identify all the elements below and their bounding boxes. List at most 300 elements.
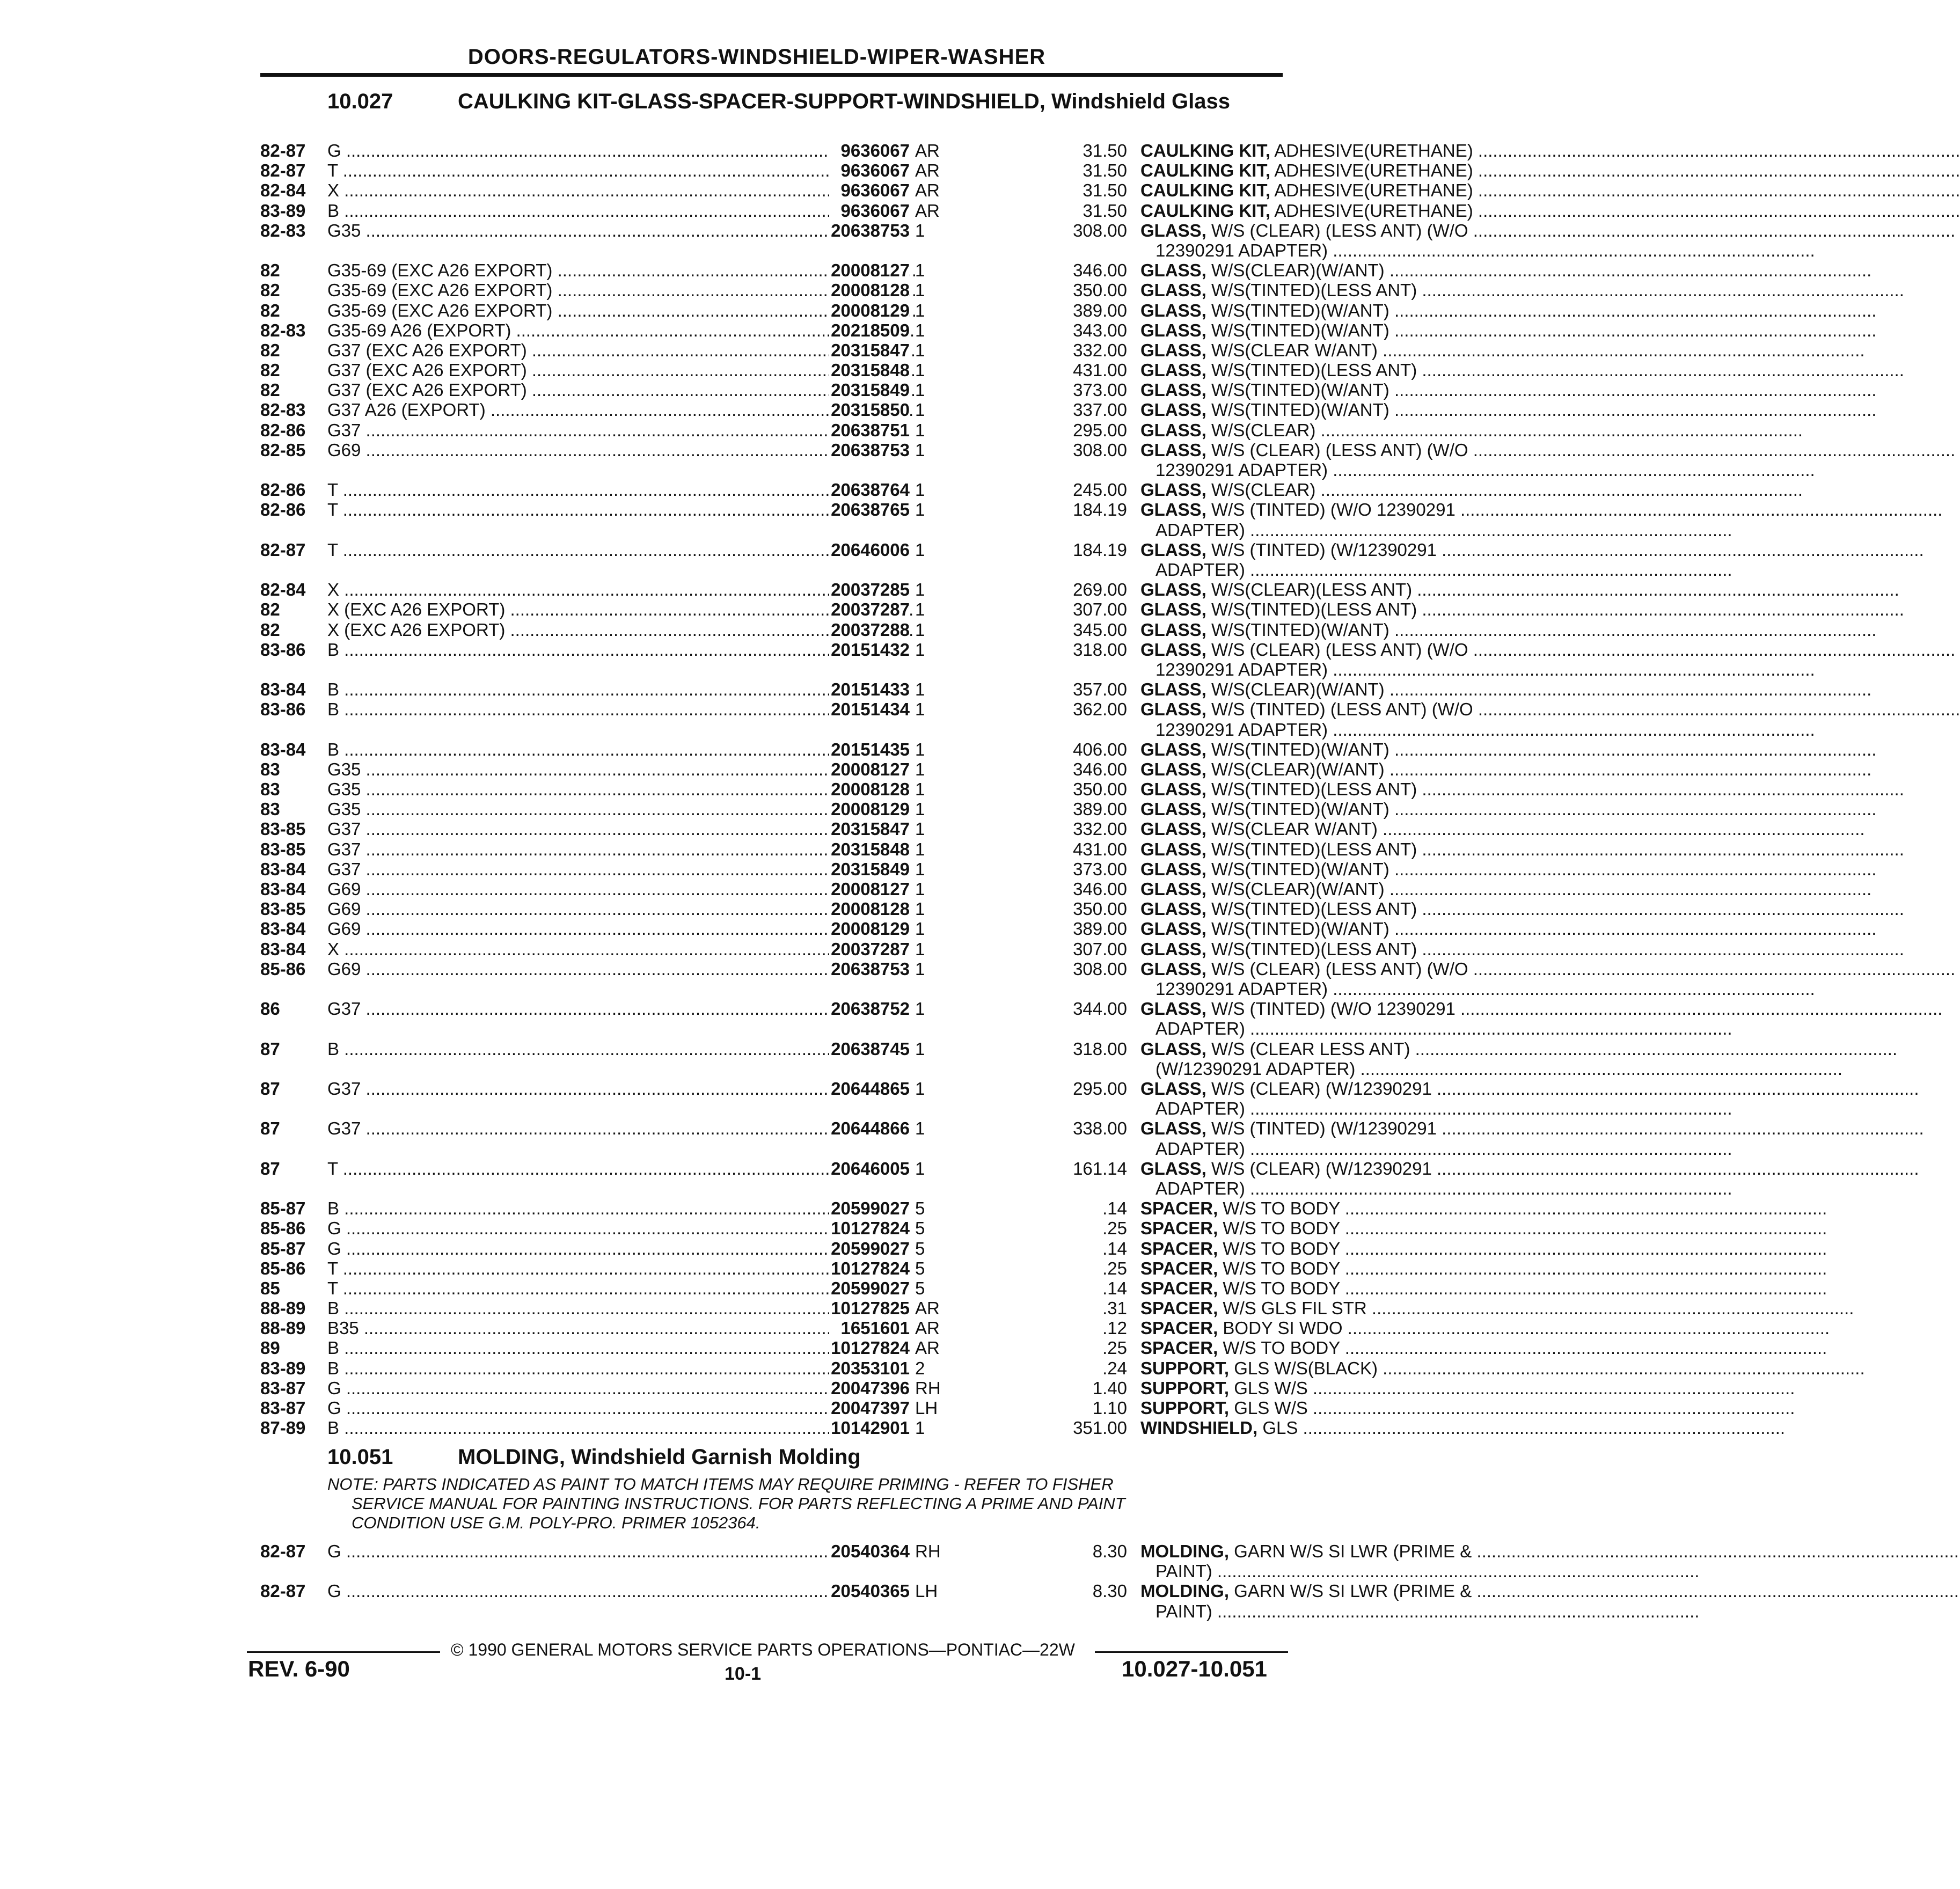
description: [1140, 420, 1540, 440]
model-code: G .....: [327, 1239, 899, 1258]
model-code: G37 .....: [327, 859, 899, 879]
model-code: G37 A26 (EXPORT) .....: [327, 400, 899, 420]
quantity: 1: [915, 1159, 953, 1178]
description-continuation: 12390291 ADAPTER) .....: [1155, 660, 1540, 679]
quantity: 1: [915, 959, 953, 979]
model-code: G37 .....: [327, 420, 899, 440]
quantity: LH: [915, 1398, 953, 1418]
description: [1140, 1258, 1540, 1278]
table-row: [260, 1358, 1378, 1378]
description-keyword: GLASS,: [1140, 739, 1206, 759]
description-keyword: MOLDING,: [1140, 1581, 1229, 1601]
description-text: W/S(TINTED)(W/ANT): [1206, 380, 1389, 400]
description-text: W/S (CLEAR) (LESS ANT) (W/O: [1206, 639, 1468, 660]
description: [1140, 1198, 1540, 1218]
year-range: 83-86: [260, 639, 306, 660]
description-text: W/S(TINTED)(W/ANT): [1206, 619, 1389, 640]
description-continuation: ADAPTER) .....: [1155, 1178, 1540, 1198]
price: 373.00: [953, 859, 1127, 879]
year-range: 87: [260, 1078, 280, 1099]
table-row: [260, 500, 1456, 540]
description-keyword: GLASS,: [1140, 619, 1206, 640]
price: .25: [953, 1258, 1127, 1278]
quantity: AR: [915, 141, 953, 160]
price: 295.00: [953, 420, 1127, 440]
part-number: 20315850: [829, 400, 910, 420]
year-range: 83-87: [260, 1378, 306, 1398]
description-text: GLS W/S(BLACK): [1229, 1358, 1378, 1378]
description-text: W/S(TINTED)(W/ANT): [1206, 799, 1389, 819]
part-number: 9636067: [829, 141, 910, 160]
part-number: 1651601: [829, 1318, 910, 1338]
description-text: W/S(CLEAR)(W/ANT): [1206, 260, 1385, 281]
description-text: W/S TO BODY: [1218, 1278, 1340, 1298]
page-number: 10-1: [725, 1664, 762, 1684]
quantity: 1: [915, 759, 953, 779]
description-keyword: GLASS,: [1140, 639, 1206, 660]
quantity: 5: [915, 1218, 953, 1238]
model-code: G37 (EXC A26 EXPORT) .....: [327, 340, 899, 360]
description: [1140, 440, 1540, 460]
quantity: 1: [915, 280, 953, 300]
model-code: G35-69 A26 (EXPORT) .....: [327, 320, 899, 340]
year-range: 83-85: [260, 819, 306, 839]
price: 362.00: [953, 699, 1127, 719]
description-keyword: SPACER,: [1140, 1238, 1218, 1258]
description-text: W/S(CLEAR)(W/ANT): [1206, 759, 1385, 779]
description: [1140, 280, 1540, 300]
description: [1140, 599, 1540, 619]
description-keyword: SUPPORT,: [1140, 1358, 1230, 1378]
description-continuation: 12390291 ADAPTER) .....: [1155, 460, 1540, 480]
description: [1140, 201, 1540, 221]
price: 31.50: [953, 180, 1127, 200]
description: [1140, 360, 1540, 380]
year-range: 82-83: [260, 400, 306, 420]
year-range: 83: [260, 779, 280, 800]
year-range: 83-84: [260, 939, 306, 959]
price: 373.00: [953, 380, 1127, 400]
year-range: 88-89: [260, 1318, 306, 1338]
part-number: 10127825: [829, 1298, 910, 1318]
description-keyword: GLASS,: [1140, 539, 1206, 560]
description-text: W/S GLS FIL STR: [1218, 1298, 1367, 1319]
description-text: W/S (TINTED) (W/O 12390291: [1206, 999, 1456, 1019]
table-row: [260, 320, 1389, 340]
part-number: 20037285: [829, 580, 910, 599]
price: 245.00: [953, 480, 1127, 500]
quantity: 1: [915, 380, 953, 400]
description-text: W/S TO BODY: [1218, 1238, 1340, 1258]
year-range: 82: [260, 360, 280, 380]
description-text: W/S(CLEAR W/ANT): [1206, 819, 1378, 839]
quantity: 1: [915, 699, 953, 719]
description: [1140, 699, 1540, 719]
description-keyword: CAULKING KIT,: [1140, 180, 1270, 201]
price: 343.00: [953, 320, 1127, 340]
description-text: W/S(CLEAR): [1206, 480, 1316, 500]
part-number: 20638753: [829, 959, 910, 979]
model-code: T .....: [327, 1258, 899, 1278]
price: 308.00: [953, 959, 1127, 979]
price: 8.30: [953, 1541, 1127, 1561]
part-number: 10142901: [829, 1418, 910, 1438]
description-text: W/S(TINTED)(W/ANT): [1206, 739, 1389, 759]
model-code: T .....: [327, 540, 899, 560]
description-keyword: GLASS,: [1140, 440, 1206, 460]
description: [1140, 141, 1540, 160]
price: 307.00: [953, 939, 1127, 959]
table-row: [260, 1258, 1340, 1278]
part-number: 20008129: [829, 799, 910, 819]
quantity: 1: [915, 1079, 953, 1099]
header-rule: [260, 73, 1283, 77]
price: 318.00: [953, 1039, 1127, 1059]
table-row: [260, 599, 1417, 620]
description: [1140, 899, 1540, 919]
description: [1140, 540, 1540, 560]
part-number: 20540365: [829, 1581, 910, 1601]
table-row: [260, 1378, 1308, 1398]
quantity: 1: [915, 221, 953, 240]
model-code: G37 .....: [327, 999, 899, 1019]
model-code: B .....: [327, 1358, 899, 1378]
description-keyword: GLASS,: [1140, 899, 1206, 919]
table-row: [260, 699, 1473, 740]
description: [1140, 320, 1540, 340]
price: 1.10: [953, 1398, 1127, 1418]
model-code: B .....: [327, 679, 899, 699]
quantity: 1: [915, 260, 953, 280]
description-keyword: CAULKING KIT,: [1140, 141, 1270, 160]
description-keyword: GLASS,: [1140, 220, 1206, 240]
description-text: W/S (CLEAR) (LESS ANT) (W/O: [1206, 958, 1468, 979]
year-range: 82-84: [260, 180, 306, 201]
price: 389.00: [953, 799, 1127, 819]
part-number: 9636067: [829, 201, 910, 221]
part-number: 20151432: [829, 640, 910, 660]
table-row: [260, 819, 1378, 839]
quantity: 5: [915, 1258, 953, 1278]
table-row: [260, 200, 1473, 221]
model-code: G .....: [327, 1218, 899, 1238]
part-number: 20599027: [829, 1198, 910, 1218]
description-text: W/S TO BODY: [1218, 1338, 1340, 1358]
year-range: 86: [260, 999, 280, 1019]
year-range: 82-84: [260, 580, 306, 600]
model-code: X .....: [327, 180, 899, 200]
parts-table: [260, 141, 1473, 1438]
description-text: W/S TO BODY: [1218, 1198, 1340, 1219]
description-keyword: GLASS,: [1140, 280, 1206, 301]
model-code: G35-69 (EXC A26 EXPORT) .....: [327, 260, 899, 280]
model-code: G35 .....: [327, 221, 899, 240]
section-number: 10.051: [327, 1445, 393, 1469]
price: 350.00: [953, 899, 1127, 919]
part-number: 20599027: [829, 1239, 910, 1258]
table-row: [260, 1198, 1340, 1219]
quantity: 1: [915, 540, 953, 560]
year-range: 83-86: [260, 699, 306, 720]
price: 346.00: [953, 879, 1127, 899]
year-range: 85-86: [260, 958, 306, 979]
model-code: B .....: [327, 1039, 899, 1059]
table-row: [260, 1398, 1308, 1418]
price: .12: [953, 1318, 1127, 1338]
model-code: G35 .....: [327, 759, 899, 779]
price: 346.00: [953, 260, 1127, 280]
year-range: 82-85: [260, 440, 306, 460]
description: [1140, 160, 1540, 180]
description: [1140, 999, 1540, 1019]
description-keyword: GLASS,: [1140, 919, 1206, 939]
description-text: W/S(TINTED)(W/ANT): [1206, 300, 1389, 320]
part-number: 20047397: [829, 1398, 910, 1418]
year-range: 83-85: [260, 839, 306, 859]
table-row: [260, 1218, 1340, 1239]
description-text: W/S(TINTED)(LESS ANT): [1206, 839, 1417, 859]
table-row: [260, 1581, 1472, 1621]
description-keyword: GLASS,: [1140, 999, 1206, 1019]
part-number: 20008128: [829, 899, 910, 919]
description-keyword: GLASS,: [1140, 300, 1206, 320]
description-text: W/S(TINTED)(W/ANT): [1206, 320, 1389, 340]
year-range: 88-89: [260, 1298, 306, 1319]
part-number: 20638752: [829, 999, 910, 1019]
year-range: 89: [260, 1338, 280, 1358]
part-number: 20638745: [829, 1039, 910, 1059]
quantity: RH: [915, 1378, 953, 1398]
year-range: 82: [260, 280, 280, 301]
description-text: GLS W/S: [1229, 1378, 1308, 1398]
model-code: X .....: [327, 939, 899, 959]
description-keyword: SPACER,: [1140, 1338, 1218, 1358]
table-row: [260, 539, 1437, 580]
model-code: G .....: [327, 1581, 899, 1601]
description: [1140, 1079, 1540, 1099]
description-keyword: GLASS,: [1140, 580, 1206, 600]
price: .14: [953, 1198, 1127, 1218]
table-row: [260, 260, 1385, 281]
model-code: G35 .....: [327, 779, 899, 799]
table-row: [260, 180, 1473, 201]
description-keyword: GLASS,: [1140, 879, 1206, 899]
year-range: 82-86: [260, 480, 306, 500]
description: [1140, 1378, 1540, 1398]
year-range: 82: [260, 300, 280, 320]
part-number: 20037287: [829, 939, 910, 959]
quantity: AR: [915, 1338, 953, 1358]
quantity: 1: [915, 679, 953, 699]
description-text: W/S(TINTED)(LESS ANT): [1206, 899, 1417, 919]
quantity: 1: [915, 580, 953, 599]
description-keyword: GLASS,: [1140, 958, 1206, 979]
description-text: GARN W/S SI LWR (PRIME &: [1228, 1541, 1472, 1561]
table-row: [260, 619, 1389, 640]
year-range: 83-84: [260, 919, 306, 939]
quantity: AR: [915, 180, 953, 200]
year-range: 87: [260, 1158, 280, 1178]
description: [1140, 1239, 1540, 1258]
price: 308.00: [953, 221, 1127, 240]
part-number: 10127824: [829, 1338, 910, 1358]
part-number: 20315848: [829, 360, 910, 380]
table-row: [260, 580, 1413, 600]
model-code: B .....: [327, 740, 899, 759]
part-number: 20008127: [829, 759, 910, 779]
model-code: G37 .....: [327, 1118, 899, 1138]
price: 332.00: [953, 819, 1127, 839]
table-row: [260, 480, 1316, 500]
table-row: [260, 859, 1389, 879]
price: .24: [953, 1358, 1127, 1378]
description-keyword: GLASS,: [1140, 779, 1206, 800]
description: [1140, 1278, 1540, 1298]
description-keyword: GLASS,: [1140, 759, 1206, 779]
description-keyword: GLASS,: [1140, 839, 1206, 859]
description: [1140, 1218, 1540, 1238]
footer-rule: [247, 1651, 440, 1653]
table-row: [260, 1238, 1340, 1258]
description-keyword: SPACER,: [1140, 1318, 1218, 1338]
table-row: [260, 739, 1389, 759]
description-keyword: GLASS,: [1140, 679, 1206, 700]
description-keyword: CAULKING KIT,: [1140, 200, 1270, 221]
section-title: MOLDING, Windshield Garnish Molding: [458, 1445, 861, 1469]
part-number: 9636067: [829, 180, 910, 200]
description-text: W/S (CLEAR) (W/12390291: [1206, 1158, 1432, 1178]
quantity: 1: [915, 440, 953, 460]
quantity: 1: [915, 340, 953, 360]
part-number: 20638753: [829, 221, 910, 240]
year-range: 83-84: [260, 859, 306, 879]
year-range: 87: [260, 1118, 280, 1139]
year-range: 87: [260, 1038, 280, 1059]
footer-rule: [1095, 1651, 1288, 1653]
description-keyword: GLASS,: [1140, 1118, 1206, 1139]
year-range: 82-87: [260, 539, 306, 560]
table-row: [260, 380, 1389, 400]
part-number: 20599027: [829, 1278, 910, 1298]
description: [1140, 839, 1540, 859]
model-code: G35-69 (EXC A26 EXPORT) .....: [327, 301, 899, 320]
price: 8.30: [953, 1581, 1127, 1601]
quantity: 5: [915, 1278, 953, 1298]
price: 1.40: [953, 1378, 1127, 1398]
part-number: 20315847: [829, 340, 910, 360]
model-code: X (EXC A26 EXPORT) .....: [327, 599, 899, 619]
quantity: 1: [915, 480, 953, 500]
price: 184.19: [953, 500, 1127, 519]
description-text: W/S(TINTED)(W/ANT): [1206, 859, 1389, 879]
table-row: [260, 300, 1389, 320]
description-text: W/S(CLEAR)(W/ANT): [1206, 679, 1385, 700]
price: .25: [953, 1338, 1127, 1358]
model-code: X (EXC A26 EXPORT) .....: [327, 620, 899, 640]
year-range: 82-83: [260, 220, 306, 240]
description: [1140, 859, 1540, 879]
description-keyword: SPACER,: [1140, 1298, 1218, 1319]
price: 332.00: [953, 340, 1127, 360]
year-range: 85-86: [260, 1258, 306, 1278]
description-continuation: 12390291 ADAPTER) .....: [1155, 979, 1540, 999]
year-range: 85-87: [260, 1238, 306, 1258]
model-code: B .....: [327, 201, 899, 221]
part-number: 20315848: [829, 839, 910, 859]
price: 318.00: [953, 640, 1127, 660]
description-keyword: GLASS,: [1140, 500, 1206, 520]
year-range: 82-83: [260, 320, 306, 340]
revision-label: REV. 6-90: [248, 1656, 350, 1681]
description-text: W/S(TINTED)(W/ANT): [1206, 400, 1389, 420]
table-row: [260, 679, 1385, 700]
price: 350.00: [953, 779, 1127, 799]
quantity: LH: [915, 1581, 953, 1601]
year-range: 83-85: [260, 899, 306, 919]
description: [1140, 1581, 1540, 1601]
table-row: [260, 280, 1417, 301]
table-row: [260, 1541, 1472, 1582]
part-number: 20037288: [829, 620, 910, 640]
model-code: B35 .....: [327, 1318, 899, 1338]
description-keyword: GLASS,: [1140, 340, 1206, 360]
table-row: [260, 141, 1473, 160]
model-code: B .....: [327, 1298, 899, 1318]
description-continuation: ADAPTER) .....: [1155, 560, 1540, 580]
model-code: X .....: [327, 580, 899, 599]
note-line: SERVICE MANUAL FOR PAINTING INSTRUCTIONS. FOR PARTS REFLECTING A PRIME AND PAINT: [352, 1494, 1125, 1513]
description-continuation: 12390291 ADAPTER) .....: [1155, 240, 1540, 260]
quantity: 1: [915, 859, 953, 879]
price: 345.00: [953, 620, 1127, 640]
model-code: T .....: [327, 160, 899, 180]
table-row: [260, 879, 1385, 899]
table-row: [260, 1338, 1340, 1358]
price: 431.00: [953, 839, 1127, 859]
model-code: G37 .....: [327, 839, 899, 859]
year-range: 82-86: [260, 500, 306, 520]
year-range: 83-87: [260, 1398, 306, 1418]
description: [1140, 400, 1540, 420]
table-row: [260, 1318, 1343, 1338]
part-number: 9636067: [829, 160, 910, 180]
description-text: W/S(TINTED)(LESS ANT): [1206, 360, 1417, 380]
model-code: G35-69 (EXC A26 EXPORT) .....: [327, 280, 899, 300]
year-range: 83: [260, 759, 280, 779]
price: 31.50: [953, 141, 1127, 160]
part-number: 20008127: [829, 879, 910, 899]
table-row: [260, 839, 1417, 859]
description: [1140, 939, 1540, 959]
description-keyword: GLASS,: [1140, 939, 1206, 959]
quantity: 1: [915, 999, 953, 1019]
year-range: 82-87: [260, 1541, 306, 1561]
description-keyword: SUPPORT,: [1140, 1398, 1230, 1418]
quantity: 1: [915, 599, 953, 619]
model-code: G .....: [327, 1398, 899, 1418]
price: 406.00: [953, 740, 1127, 759]
table-row: [260, 1278, 1340, 1298]
table-row: [260, 919, 1389, 939]
page-header-title: DOORS-REGULATORS-WINDSHIELD-WIPER-WASHER: [467, 45, 1046, 69]
description: [1140, 480, 1540, 500]
part-number: 20037287: [829, 599, 910, 619]
price: 307.00: [953, 599, 1127, 619]
description: [1140, 640, 1540, 660]
year-range: 83-84: [260, 739, 306, 759]
price: 337.00: [953, 400, 1127, 420]
part-number: 20008127: [829, 260, 910, 280]
